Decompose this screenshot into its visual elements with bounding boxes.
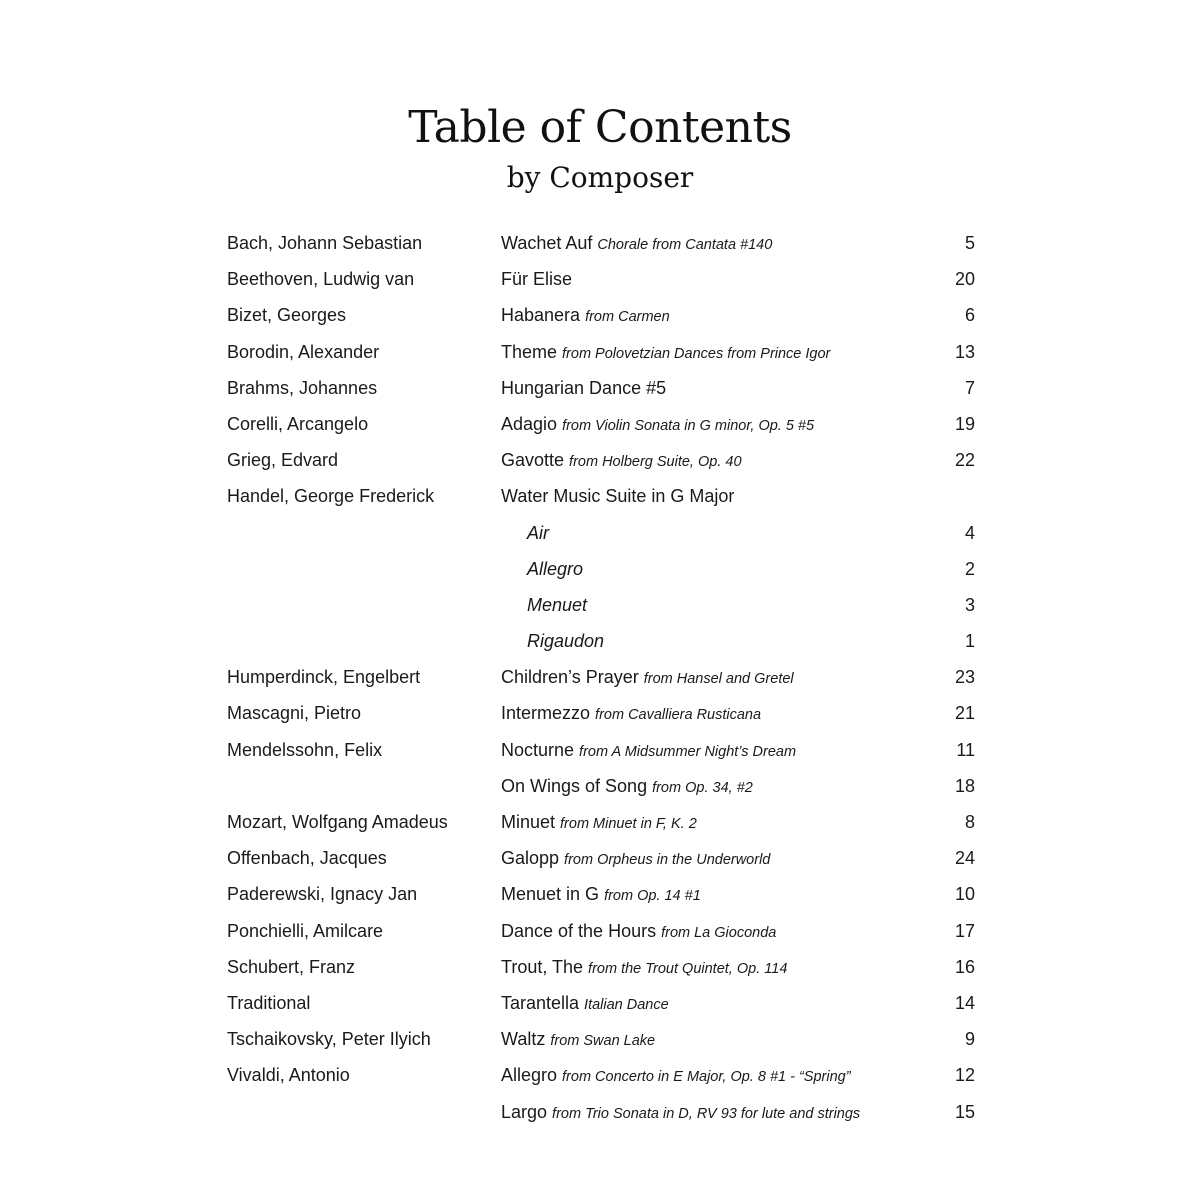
- page-number: 22: [954, 450, 975, 471]
- title-cell: [501, 406, 814, 444]
- piece-source: from Violin Sonata in G minor, Op. 5 #5: [562, 417, 815, 434]
- title-cell: [501, 370, 671, 408]
- page-number: 7: [964, 377, 975, 398]
- page-number: 11: [956, 739, 975, 760]
- piece-source: Italian Dance: [584, 996, 669, 1013]
- piece-title: On Wings of Song: [501, 775, 648, 796]
- composer-name: Mozart, Wolfgang Amadeus: [227, 812, 448, 832]
- page-subtitle: by Composer: [506, 161, 694, 194]
- title-cell: [501, 225, 772, 263]
- page-number: 13: [954, 341, 975, 362]
- piece-title: Air: [527, 522, 549, 543]
- piece-source: from Minuet in F, K. 2: [560, 816, 697, 832]
- toc-entry: [227, 515, 987, 551]
- piece-title: Menuet: [527, 594, 588, 615]
- piece-source: Chorale from Cantata #140: [597, 237, 773, 253]
- toc-list: [227, 225, 987, 1130]
- composer-name: Mascagni, Pietro: [227, 703, 362, 724]
- title-cell: [501, 913, 776, 951]
- page-number: 23: [954, 667, 975, 688]
- title-cell: [527, 551, 588, 589]
- page-number: 17: [954, 920, 975, 941]
- piece-source: from Op. 14 #1: [604, 888, 701, 905]
- page-title: Table of Contents: [408, 102, 792, 153]
- page-number: 6: [964, 305, 975, 326]
- title-cell: [527, 623, 609, 661]
- toc-entry: [227, 587, 987, 623]
- piece-source: from A Midsummer Night’s Dream: [579, 743, 797, 760]
- page-number: 4: [964, 522, 975, 543]
- piece-source: from the Trout Quintet, Op. 114: [588, 960, 788, 977]
- piece-title: Habanera: [501, 305, 581, 326]
- piece-title: Nocturne: [501, 739, 575, 760]
- page-number: 5: [964, 233, 975, 253]
- piece-title: Gavotte: [501, 450, 565, 471]
- toc-entry: [227, 334, 987, 370]
- title-cell: [501, 1094, 860, 1132]
- composer-name: Ponchielli, Amilcare: [227, 920, 384, 941]
- piece-title: Allegro: [527, 558, 584, 579]
- title-cell: [527, 587, 592, 625]
- toc-entry: [227, 406, 987, 442]
- piece-source: from Orpheus in the Underworld: [564, 852, 771, 869]
- piece-source: from Carmen: [585, 309, 670, 326]
- composer-name: Paderewski, Ignacy Jan: [227, 884, 418, 905]
- composer-name: Bach, Johann Sebastian: [227, 233, 423, 253]
- toc-entry: [227, 695, 987, 731]
- composer-name: Traditional: [227, 992, 311, 1013]
- composer-name: Tschaikovsky, Peter Ilyich: [227, 1029, 431, 1050]
- page-number: 8: [964, 812, 975, 832]
- composer-name: Beethoven, Ludwig van: [227, 269, 415, 290]
- title-cell: [501, 442, 742, 480]
- toc-entry: [227, 442, 987, 478]
- title-cell: [501, 297, 670, 335]
- piece-title: Galopp: [501, 848, 560, 869]
- toc-entry: [227, 949, 987, 985]
- page-number: 21: [954, 703, 975, 724]
- piece-title: Wachet Auf: [501, 233, 593, 253]
- page-number: 14: [954, 992, 975, 1013]
- toc-entry: [227, 370, 987, 406]
- toc-entry: [227, 225, 987, 261]
- piece-source: from Holberg Suite, Op. 40: [569, 454, 742, 471]
- composer-name: Humperdinck, Engelbert: [227, 667, 421, 688]
- page-number: 1: [964, 631, 975, 652]
- piece-title: Allegro: [501, 1065, 558, 1086]
- title-cell: [501, 478, 739, 516]
- title-cell: [501, 261, 577, 299]
- composer-name: Corelli, Arcangelo: [227, 413, 369, 434]
- toc-entry: [227, 623, 987, 659]
- piece-source: from Polovetzian Dances from Prince Igor: [562, 345, 831, 362]
- piece-source: from Op. 34, #2: [652, 779, 753, 796]
- piece-title: Adagio: [501, 413, 558, 434]
- toc-entry: [227, 768, 987, 804]
- piece-title: Waltz: [501, 1029, 546, 1050]
- piece-source: from Concerto in E Major, Op. 8 #1 - “Spring”: [562, 1069, 851, 1086]
- piece-source: from Trio Sonata in D, RV 93 for lute and strings: [552, 1105, 861, 1122]
- page-number: 9: [964, 1029, 975, 1050]
- composer-name: Mendelssohn, Felix: [227, 739, 383, 760]
- toc-entry: [227, 659, 987, 695]
- toc-entry: [227, 1057, 987, 1093]
- piece-title: Water Music Suite in G Major: [501, 486, 735, 507]
- title-cell: [527, 515, 554, 553]
- piece-title: Intermezzo: [501, 703, 591, 724]
- page-number: 12: [954, 1065, 975, 1086]
- toc-entry: [227, 1021, 987, 1057]
- page-number: 15: [954, 1101, 975, 1122]
- toc-entry: [227, 1094, 987, 1130]
- title-cell: [501, 840, 770, 878]
- composer-name: Offenbach, Jacques: [227, 848, 387, 869]
- page-number: 18: [954, 775, 975, 796]
- piece-source: from La Gioconda: [661, 924, 777, 941]
- piece-title: Für Elise: [501, 269, 573, 290]
- toc-entry: [227, 732, 987, 768]
- title-cell: [501, 695, 761, 733]
- piece-title: Largo: [501, 1101, 548, 1122]
- composer-name: Schubert, Franz: [227, 956, 356, 977]
- piece-title: Menuet in G: [501, 884, 600, 905]
- toc-entry: [227, 840, 987, 876]
- piece-title: Theme: [501, 341, 558, 362]
- composer-name: Grieg, Edvard: [227, 450, 339, 471]
- toc-entry: [227, 804, 987, 840]
- title-cell: [501, 768, 753, 806]
- page-number: 16: [954, 956, 975, 977]
- piece-title: Trout, The: [501, 956, 584, 977]
- piece-source: from Cavalliera Rusticana: [595, 707, 762, 724]
- page-number: 19: [954, 413, 975, 434]
- composer-name: Borodin, Alexander: [227, 341, 380, 362]
- title-cell: [501, 804, 697, 842]
- title-cell: [501, 949, 787, 987]
- title-cell: [501, 985, 669, 1023]
- toc-entry: [227, 913, 987, 949]
- toc-entry: [227, 985, 987, 1021]
- page-number: 2: [964, 558, 975, 579]
- title-cell: [501, 732, 796, 770]
- page-number: 24: [954, 848, 975, 869]
- title-cell: [501, 1021, 655, 1059]
- title-cell: [501, 659, 794, 697]
- composer-name: Vivaldi, Antonio: [227, 1065, 350, 1086]
- piece-title: Children’s Prayer: [501, 667, 639, 688]
- title-cell: [501, 876, 701, 914]
- toc-entry: [227, 297, 987, 333]
- piece-title: Hungarian Dance #5: [501, 377, 667, 398]
- toc-entry: [227, 478, 987, 514]
- composer-name: Bizet, Georges: [227, 305, 347, 326]
- page-number: 10: [954, 884, 975, 905]
- piece-title: Tarantella: [501, 992, 580, 1013]
- piece-title: Rigaudon: [527, 631, 605, 652]
- page-number: 3: [964, 594, 975, 615]
- toc-entry: [227, 876, 987, 912]
- toc-entry: [227, 261, 987, 297]
- piece-title: Minuet: [501, 812, 556, 832]
- composer-name: Handel, George Frederick: [227, 486, 435, 507]
- page-number: 20: [954, 269, 975, 290]
- composer-name: Brahms, Johannes: [227, 377, 378, 398]
- piece-source: from Swan Lake: [550, 1033, 656, 1050]
- title-cell: [501, 1057, 851, 1095]
- piece-title: Dance of the Hours: [501, 920, 657, 941]
- title-cell: [501, 334, 830, 372]
- toc-entry: [227, 551, 987, 587]
- piece-source: from Hansel and Gretel: [643, 671, 794, 688]
